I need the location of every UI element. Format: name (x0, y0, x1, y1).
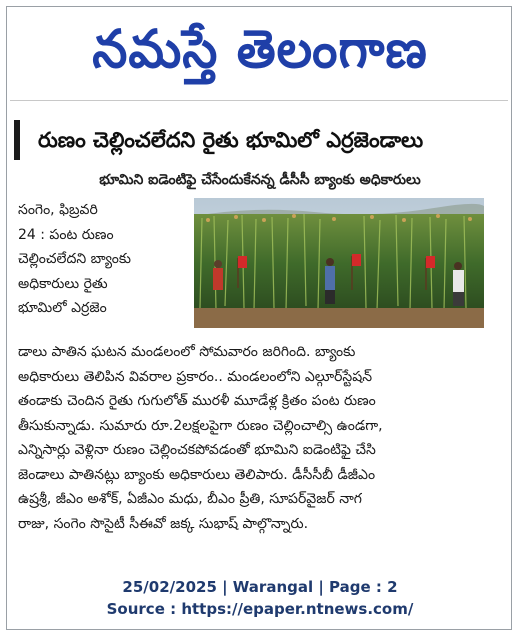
masthead-divider (10, 100, 508, 101)
body-line: జెండాలు పాతినట్లు బ్యాంకు అధికారులు తెలిపారు. డీసీసీబీ డీజీఎం (18, 466, 376, 483)
body-line: అధికారులు రైతు (18, 275, 108, 292)
article-body-full-width (18, 340, 502, 536)
footer-source-link[interactable]: Source : https://epaper.ntnews.com/ (106, 600, 414, 618)
newspaper-masthead (0, 14, 520, 84)
body-line: 24 : పంట రుణం (18, 226, 114, 243)
body-line: తండాకు చెందిన రైతు గుగులోత్ మురళీ మూడేళ్ల క్రితం పంట రుణం (18, 393, 376, 409)
footer-date-edition: 25/02/2025 | Warangal | Page : 2 (122, 578, 398, 596)
article-headline: రుణం చెల్లించలేదని రైతు భూమిలో ఎర్రజెండాలు (38, 128, 424, 152)
article-photo (194, 198, 484, 328)
article-subheadline: భూమిని ఐడెంటిఫై చేసేందుకేనన్న డీసీసీ బ్యాంకు అధికారులు (99, 172, 421, 188)
body-line: చెల్లించలేదని బ్యాంకు (18, 251, 131, 267)
body-line: రాజు, సంగెం సొసైటీ సీఈవో జక్క సుభాష్ పాల్గొన్నారు. (18, 515, 309, 532)
body-line: భూమిలో ఎర్రజెం (18, 300, 107, 316)
cornfield-photo (194, 198, 484, 328)
body-line: తీసుకున్నాడు. సుమారు రూ.2లక్షలపైగా రుణం చెల్లించాల్సి ఉండగా, (18, 417, 383, 434)
body-line: అధికారులు తెలిపిన వివరాల ప్రకారం.. మండలంలోని ఎల్గూర్‌స్టేషన్ (18, 368, 373, 385)
article-body-left-column (18, 198, 188, 321)
headline-bar (14, 120, 500, 160)
body-line: ఎన్నిసార్లు వెళ్లినా రుణం చెల్లించకపోవడంతో భూమిని ఐడెంటిఫై చేసి (18, 442, 376, 458)
body-line: డాలు పాతిన ఘటన మండలంలో సోమవారం జరిగింది. బ్యాంకు (18, 344, 356, 360)
photo-soil (194, 308, 484, 328)
masthead-title: నమస్తే తెలంగాణ (92, 18, 428, 80)
body-line: సంగెం, ఫిబ్రవరి (18, 202, 98, 218)
body-line: ఉష్రశ్రీ, జీఎం అశోక్, ఏజీఎం మధు, బీఎం ప్రీతి, సూపర్‌వైజర్ నాగ (18, 491, 362, 507)
